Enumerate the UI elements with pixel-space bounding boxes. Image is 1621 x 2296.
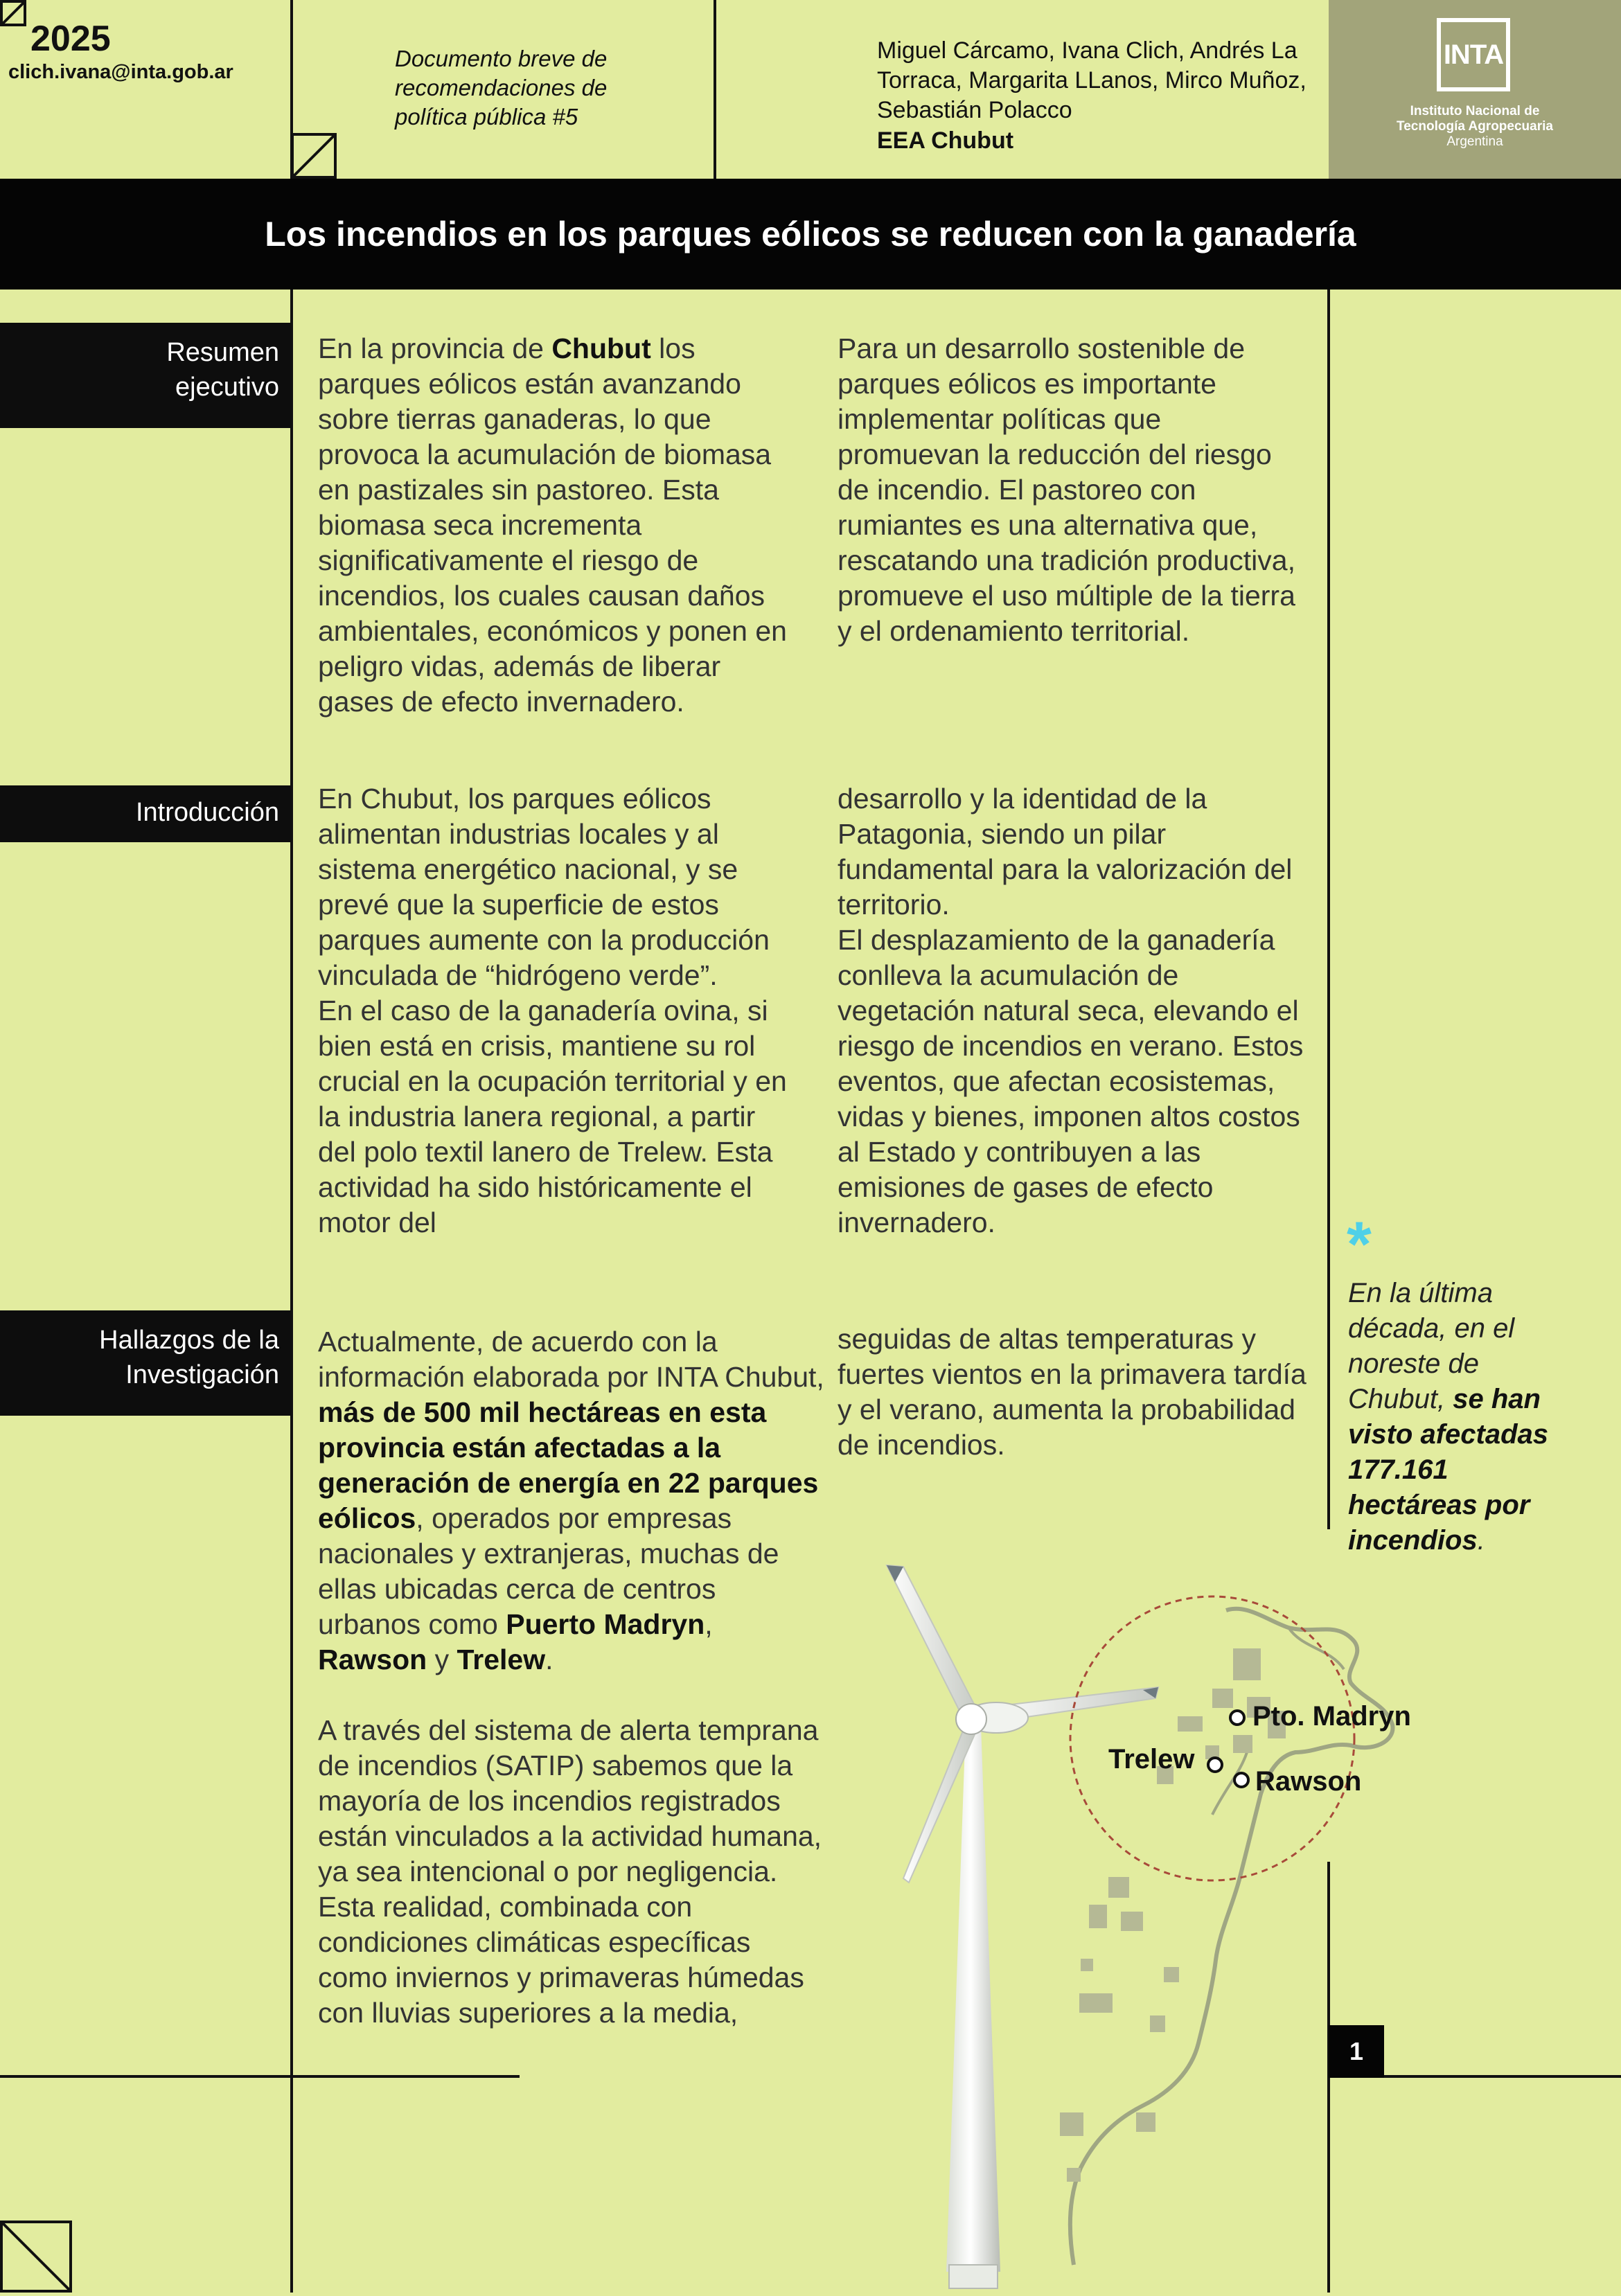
introduccion-col2: desarrollo y la identidad de la Patagonia, siendo un pilar fundamental para la valorización del territorio. El desplazamiento de la ganadería conlleva la acumulación de vegetación natural seca, elevando el riesgo de incendios en verano. Estos eventos, que afectan ecosistemas, vidas y bienes, imponen altos costos al Estado y contribuyen a las emisiones de gases de efecto invernadero.	[838, 783, 1304, 1238]
section-label-resumen: Resumen ejecutivo	[0, 323, 290, 428]
city-marker-madryn	[1230, 1711, 1244, 1725]
resumen-col1: En la provincia de Chubut los parques eólicos están avanzando sobre tierras ganaderas, lo que provoca la acumulación de biomasa en pastizales sin pastoreo. Esta biomasa seca incrementa significativamente el riesgo de incendios, los cuales causan daños ambientales, económicos y ponen en peligro vidas, además de liberar gases de efecto invernadero.	[318, 332, 787, 718]
city-marker-rawson	[1234, 1773, 1248, 1787]
turbine-base	[949, 2265, 998, 2288]
footer-line-left	[0, 2075, 520, 2078]
document-type: Documento breve de recomendaciones de política pública #5	[395, 46, 608, 130]
resumen-col2: Para un desarrollo sostenible de parques eólicos es importante implementar políticas que promuevan la reducción del riesgo de incendio. El pastoreo con rumiantes es una alternativa que, rescatando una tradición productiva, promueve el uso múltiple de la tierra y el ordenamiento territorial.	[838, 332, 1295, 647]
page-title: Los incendios en los parques eólicos se reducen con la ganadería	[265, 215, 1356, 253]
year: 2025	[30, 19, 111, 59]
logo-text: Instituto Nacional de Tecnología Agropecuaria Argentina	[1397, 104, 1553, 149]
resumen-chubut-bold: Chubut	[551, 332, 651, 364]
inta-logo-mark: INTA	[1437, 18, 1510, 91]
title-bar	[0, 179, 1621, 290]
turbine-tower	[946, 1725, 1000, 2272]
section-label-introduccion: Introducción	[0, 785, 290, 842]
introduccion-col1: En Chubut, los parques eólicos alimentan industrias locales y al sistema energético nacional, y se prevé que la superficie de estos parques aumente con la producción vinculada de “hidrógeno verde”. En el caso de la ganadería ovina, si bien está en crisis, mantiene su rol crucial en la ocupación territorial y en la industria lanera regional, a partir del polo textil lanero de Trelew. Esta actividad ha sido históricamente el motor del	[318, 783, 787, 1238]
hallazgos-col2: seguidas de altas temperaturas y fuertes vientos en la primavera tardía y el verano, aumenta la probabilidad de incendios.	[838, 1323, 1306, 1461]
section-label-hallazgos: Hallazgos de la Investigación	[0, 1310, 290, 1416]
research-station: EEA Chubut	[877, 127, 1014, 154]
header-divider-2	[714, 0, 716, 179]
chubut-map	[1039, 1545, 1427, 2279]
city-marker-trelew	[1208, 1758, 1222, 1772]
city-label-trelew: Trelew	[1108, 1744, 1195, 1774]
turbine-hub	[956, 1704, 986, 1734]
authors: Miguel Cárcamo, Ivana Clich, Andrés La Torraca, Margarita LLanos, Mirco Muñoz, Sebastián Polacco	[877, 37, 1306, 123]
corner-mark-bottom-left	[0, 2221, 72, 2293]
sidenote-text: En la última década, en el noreste de Chubut, se han visto afectadas 177.161 hectáreas por incendios.	[1348, 1278, 1549, 1556]
logo-panel	[1329, 0, 1621, 179]
page-number: 1	[1329, 2025, 1384, 2078]
city-label-madryn: Pto. Madryn	[1252, 1701, 1411, 1732]
left-column-divider	[290, 290, 293, 2293]
fire-risk-circle	[1070, 1596, 1354, 1880]
corner-mark-top-left	[0, 0, 26, 26]
sidenote-asterisk: *	[1347, 1209, 1372, 1280]
hallazgos-col1: Actualmente, de acuerdo con la información elaborada por INTA Chubut, más de 500 mil hectáreas en esta provincia están afectadas a la generación de energía en 22 parques eólicos, operados por empresas nacionales y extranjeras, muchas de ellas ubicadas cerca de centros urbanos como Puerto Madryn, Rawson y Trelew. A través del sistema de alerta temprana de incendios (SATIP) sabemos que la mayoría de los incendios registrados están vinculados a la actividad humana, ya sea intencional o por negligencia. Esta realidad, combinada con condiciones climáticas específicas como inviernos y primaveras húmedas con lluvias superiores a la media,	[318, 1326, 824, 2029]
city-label-rawson: Rawson	[1255, 1766, 1362, 1797]
turbine-blade-up	[887, 1565, 978, 1718]
right-column-divider-upper	[1327, 290, 1330, 1529]
corner-mark-header	[291, 133, 337, 179]
contact-email[interactable]: clich.ivana@inta.gob.ar	[8, 61, 233, 83]
